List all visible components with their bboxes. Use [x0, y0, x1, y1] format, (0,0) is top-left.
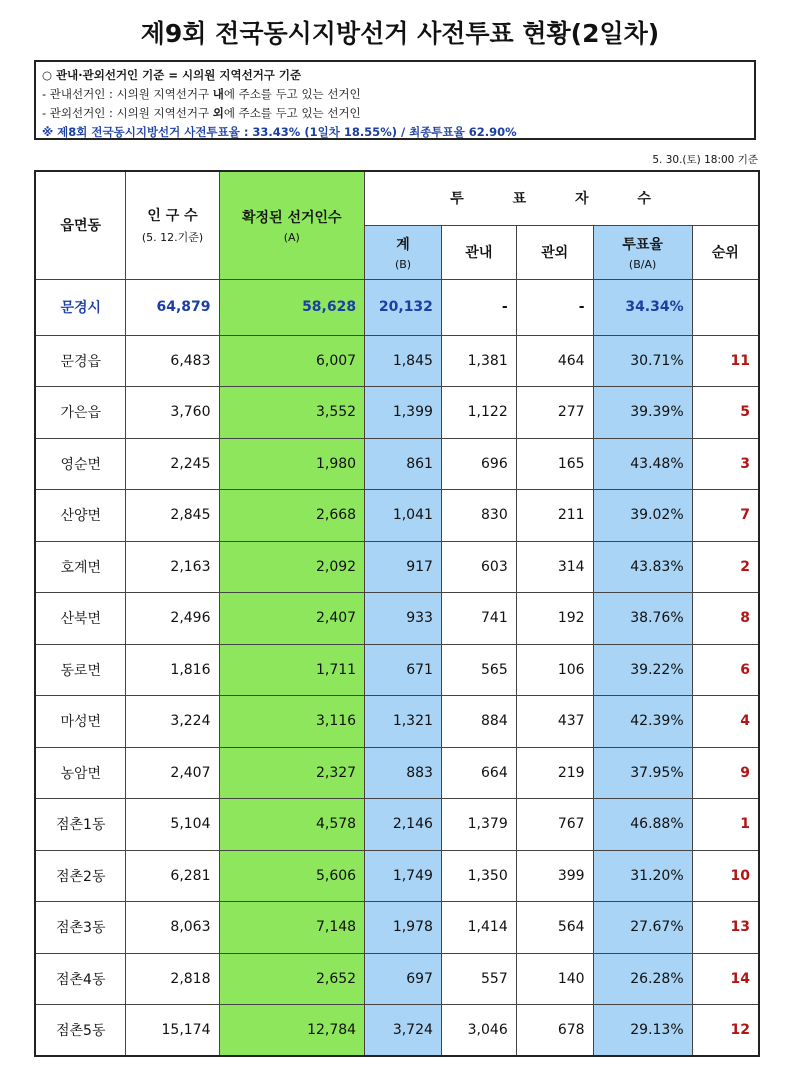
row-inside: 1,379: [441, 799, 516, 851]
table-row: [35, 850, 759, 902]
row-rank: 8: [692, 593, 759, 645]
row-rate: 38.76%: [593, 593, 692, 645]
outside-voter-note: [42, 104, 748, 123]
row-region: 가은읍: [35, 387, 126, 439]
header-votes-label: 투 표 자 수: [450, 191, 673, 208]
inside-voter-note-prefix: - 관내선거인 : 시의원 지역선거구: [42, 87, 213, 101]
row-rate: 29.13%: [593, 1005, 692, 1057]
header-total-label: 계: [396, 236, 410, 253]
row-region: 점촌2동: [35, 850, 126, 902]
row-population: 8,063: [126, 902, 219, 954]
table-row: [35, 438, 759, 490]
page-title: 제9회 전국동시지방선거 사전투표 현황(2일차): [140, 19, 660, 48]
row-voters: 3,552: [219, 387, 365, 439]
row-rank: 6: [692, 644, 759, 696]
row-voters: 6,007: [219, 335, 365, 387]
row-inside: 565: [441, 644, 516, 696]
header-outside: 관외: [516, 225, 593, 279]
table-row: [35, 902, 759, 954]
row-rate: 46.88%: [593, 799, 692, 851]
row-population: 6,483: [126, 335, 219, 387]
row-population: 2,163: [126, 541, 219, 593]
row-outside: 464: [516, 335, 593, 387]
row-population: 6,281: [126, 850, 219, 902]
row-votes: 1,399: [365, 387, 442, 439]
row-inside: 884: [441, 696, 516, 748]
total-population: 64,879: [126, 279, 219, 335]
header-population: [126, 171, 219, 279]
table-row: [35, 490, 759, 542]
footer-note-clipped: [60, 1056, 760, 1070]
row-votes: 671: [365, 644, 442, 696]
table-row: [35, 747, 759, 799]
header-votes: [365, 171, 759, 225]
row-population: 1,816: [126, 644, 219, 696]
row-population: 15,174: [126, 1005, 219, 1057]
row-rate: 31.20%: [593, 850, 692, 902]
total-row: [35, 279, 759, 335]
header-voters-label: 확정된 선거인수: [242, 209, 342, 226]
row-votes: 883: [365, 747, 442, 799]
row-population: 5,104: [126, 799, 219, 851]
table-row: [35, 593, 759, 645]
total-outside: -: [516, 279, 593, 335]
row-rank: 1: [692, 799, 759, 851]
basis-timestamp: 5. 30.(토) 18:00 기준: [652, 154, 758, 166]
row-rate: 27.67%: [593, 902, 692, 954]
row-region: 마성면: [35, 696, 126, 748]
row-outside: 277: [516, 387, 593, 439]
criteria-note-box: [34, 60, 756, 140]
row-region: 영순면: [35, 438, 126, 490]
row-voters: 2,327: [219, 747, 365, 799]
row-rank: 5: [692, 387, 759, 439]
row-population: 3,224: [126, 696, 219, 748]
row-votes: 861: [365, 438, 442, 490]
row-votes: 1,978: [365, 902, 442, 954]
row-voters: 2,668: [219, 490, 365, 542]
row-voters: 3,116: [219, 696, 365, 748]
row-population: 2,496: [126, 593, 219, 645]
row-inside: 1,350: [441, 850, 516, 902]
row-rank: 14: [692, 953, 759, 1005]
row-rate: 43.48%: [593, 438, 692, 490]
row-region: 점촌3동: [35, 902, 126, 954]
table-row: [35, 696, 759, 748]
row-region: 산북면: [35, 593, 126, 645]
header-rate-label: 투표율: [622, 236, 663, 253]
row-inside: 3,046: [441, 1005, 516, 1057]
row-outside: 767: [516, 799, 593, 851]
header-total: [365, 225, 442, 279]
row-region: 농암면: [35, 747, 126, 799]
header-voters-sub: (A): [283, 230, 300, 244]
row-rate: 30.71%: [593, 335, 692, 387]
row-outside: 211: [516, 490, 593, 542]
total-inside: -: [441, 279, 516, 335]
row-voters: 1,711: [219, 644, 365, 696]
row-inside: 830: [441, 490, 516, 542]
row-outside: 678: [516, 1005, 593, 1057]
row-rank: 11: [692, 335, 759, 387]
total-rank: [692, 279, 759, 335]
inside-voter-note-bold: 내: [212, 87, 224, 101]
outside-voter-note-suffix: 에 주소를 두고 있는 선거인: [223, 106, 361, 120]
row-inside: 1,414: [441, 902, 516, 954]
row-outside: 192: [516, 593, 593, 645]
table-row: [35, 1005, 759, 1057]
row-voters: 2,652: [219, 953, 365, 1005]
row-rate: 37.95%: [593, 747, 692, 799]
row-rate: 42.39%: [593, 696, 692, 748]
row-outside: 564: [516, 902, 593, 954]
inside-voter-note: [42, 85, 748, 104]
row-rank: 13: [692, 902, 759, 954]
row-rank: 3: [692, 438, 759, 490]
row-votes: 933: [365, 593, 442, 645]
row-inside: 741: [441, 593, 516, 645]
row-region: 점촌5동: [35, 1005, 126, 1057]
table-row: [35, 541, 759, 593]
header-total-sub: (B): [394, 257, 412, 271]
row-voters: 1,980: [219, 438, 365, 490]
row-rate: 39.39%: [593, 387, 692, 439]
row-rate: 39.02%: [593, 490, 692, 542]
row-rate: 43.83%: [593, 541, 692, 593]
header-population-sub: (5. 12.기준): [141, 231, 204, 245]
row-region: 점촌1동: [35, 799, 126, 851]
row-region: 점촌4동: [35, 953, 126, 1005]
row-voters: 2,407: [219, 593, 365, 645]
row-rank: 12: [692, 1005, 759, 1057]
row-outside: 106: [516, 644, 593, 696]
row-inside: 557: [441, 953, 516, 1005]
criteria-note-line: ○ 관내·관외선거인 기준 = 시의원 지역선거구 기준: [42, 68, 302, 82]
row-inside: 1,122: [441, 387, 516, 439]
outside-voter-note-prefix: - 관외선거인 : 시의원 지역선거구: [42, 106, 213, 120]
row-inside: 696: [441, 438, 516, 490]
table-row: [35, 644, 759, 696]
table-row: [35, 953, 759, 1005]
row-votes: 697: [365, 953, 442, 1005]
row-votes: 1,845: [365, 335, 442, 387]
row-region: 호계면: [35, 541, 126, 593]
row-inside: 1,381: [441, 335, 516, 387]
inside-voter-note-suffix: 에 주소를 두고 있는 선거인: [223, 87, 361, 101]
row-rank: 9: [692, 747, 759, 799]
total-voters: 58,628: [219, 279, 365, 335]
row-population: 2,845: [126, 490, 219, 542]
header-rate-sub: (B/A): [628, 257, 657, 271]
row-voters: 12,784: [219, 1005, 365, 1057]
row-region: 산양면: [35, 490, 126, 542]
row-rank: 10: [692, 850, 759, 902]
header-population-label: 인 구 수: [147, 208, 198, 225]
table-row: [35, 799, 759, 851]
row-inside: 664: [441, 747, 516, 799]
row-voters: 4,578: [219, 799, 365, 851]
row-population: 2,245: [126, 438, 219, 490]
row-voters: 7,148: [219, 902, 365, 954]
row-outside: 219: [516, 747, 593, 799]
header-rate: [593, 225, 692, 279]
row-outside: 140: [516, 953, 593, 1005]
table-row: [35, 387, 759, 439]
row-population: 2,407: [126, 747, 219, 799]
row-rank: 4: [692, 696, 759, 748]
outside-voter-note-bold: 외: [212, 106, 224, 120]
total-votes: 20,132: [365, 279, 442, 335]
row-rate: 39.22%: [593, 644, 692, 696]
previous-election-note: ※ 제8회 전국동시지방선거 사전투표율 : 33.43% (1일차 18.55%) / 최종투표율 62.90%: [42, 125, 517, 139]
total-region: 문경시: [35, 279, 126, 335]
row-votes: 3,724: [365, 1005, 442, 1057]
row-voters: 2,092: [219, 541, 365, 593]
row-votes: 917: [365, 541, 442, 593]
row-votes: 1,041: [365, 490, 442, 542]
row-outside: 437: [516, 696, 593, 748]
row-voters: 5,606: [219, 850, 365, 902]
row-votes: 2,146: [365, 799, 442, 851]
table-row: [35, 335, 759, 387]
row-inside: 603: [441, 541, 516, 593]
row-rank: 7: [692, 490, 759, 542]
row-region: 문경읍: [35, 335, 126, 387]
row-outside: 399: [516, 850, 593, 902]
row-population: 2,818: [126, 953, 219, 1005]
row-region: 동로면: [35, 644, 126, 696]
header-rank: 순위: [692, 225, 759, 279]
total-rate: 34.34%: [593, 279, 692, 335]
row-votes: 1,321: [365, 696, 442, 748]
header-inside: 관내: [441, 225, 516, 279]
turnout-table: [34, 170, 760, 1057]
row-rate: 26.28%: [593, 953, 692, 1005]
row-outside: 314: [516, 541, 593, 593]
row-outside: 165: [516, 438, 593, 490]
header-region: 읍면동: [35, 171, 126, 279]
row-votes: 1,749: [365, 850, 442, 902]
row-rank: 2: [692, 541, 759, 593]
header-voters: [219, 171, 365, 279]
row-population: 3,760: [126, 387, 219, 439]
table-header-row: [35, 171, 759, 225]
